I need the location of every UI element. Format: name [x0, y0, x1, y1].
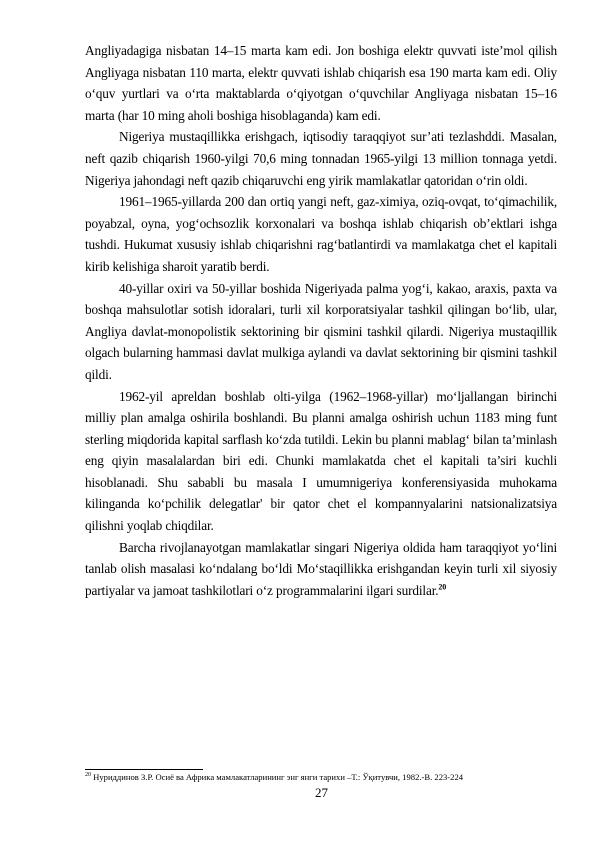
page-number: 27 [315, 785, 328, 800]
paragraph-4-text: 40-yillar oxiri va 50-yillar boshida Nigeriyada palma yog‘i, kakao, araxis, paxta va boshqa mahsulotlar sotish idoralari, turli xil korporatsiyalar tashkil qilingan bo‘lib, ular, Angliya davlat-monopolistik sektorining bir qismini tashkil qilardi. Nigeriya mustaqillik olgach bularning hammasi davlat mulkiga aylandi va davlat sektorining bir qismini tashkil qildi. [85, 280, 557, 382]
footnote-mark: 20 [85, 772, 91, 779]
paragraph-5-text: 1962-yil apreldan boshlab olti-yilga (1962–1968-yillar) mo‘ljallangan birinchi milliy plan amalga oshirila boshlandi. Bu planni amalga oshirish uchun 1183 ming funt sterling miqdorida kapital sarflash ko‘zda tutildi. Lekin bu planni mablag‘ bilan ta’minlash eng qiyin masalalardan biri edi. Chunki mamlakatda chet el kapitali ta’siri kuchli hisoblanadi. Shu sababli bu masala I umumnigeriya konferensiyasida muhokama kilinganda ko‘pchilik delegatlar' bir qator chet el kompannyalarini natsionalizatsiya qilishni yoqlab chiqdilar. [85, 388, 557, 534]
footnote-text: Нуриддинов З.Р. Осиё ва Африка мамлакатларининг энг янги тарихи –Т.: Ўқитувчи, 1982.-В. 223-224 [91, 772, 464, 782]
paragraph-2-text: Nigeriya mustaqillikka erishgach, iqtisodiy taraqqiyot sur’ati tezlashddi. Masalan, neft qazib chiqarish 1960-yilgi 70,6 ming tonnadan 1965-yilgi 13 million tonnaga yetdi. Nigeriya jahondagi neft qazib chiqaruvchi eng yirik mamlakatlar qatoridan o‘rin oldi. [85, 129, 557, 188]
paragraph-5 [85, 386, 557, 537]
paragraph-1-text: Angliyadagiga nisbatan 14–15 marta kam edi. Jon boshiga elektr quvvati iste’mol qilish Angliyaga nisbatan 110 marta, elektr quvvati ishlab chiqarish esa 190 marta kam edi. Oliy o‘quv yurtlari va o‘rta maktablarda o‘qiyotgan o‘quvchilar Angliyaga nisbatan 15–16 marta (har 10 ming aholi boshiga hisoblaganda) kam edi. [85, 43, 557, 123]
footnote-reference[interactable]: 20 [438, 582, 447, 592]
main-text [85, 40, 557, 601]
paragraph-6-text: Barcha rivojlanayotgan mamlakatlar singari Nigeriya oldida ham taraqqiyot yo‘lini tanlab olish masalasi ko‘ndalang bo‘ldi Mo‘staqillikka erishgandan keyin turli xil siyosiy partiyalar va jamoat tashkilotlari o‘z programmalarini ilgari surdilar. [85, 539, 557, 598]
footnote [85, 771, 557, 783]
paragraph-6 [85, 537, 557, 602]
footnote-divider [85, 769, 203, 770]
paragraph-4 [85, 278, 557, 386]
paragraph-1 [85, 40, 557, 126]
paragraph-3-text: 1961–1965-yillarda 200 dan ortiq yangi neft, gaz-ximiya, oziq-ovqat, to‘qimachilik, poyabzal, oyna, yog‘ochsozlik korxonalari va boshqa ishlab chiqarish ob’ektlari ishga tushdi. Hukumat xususiy ishlab chiqarishni rag‘batlantirdi va mamlakatga chet el kapitali kirib kelishiga sharoit yaratib berdi. [85, 194, 557, 274]
paragraph-2 [85, 126, 557, 191]
paragraph-3 [85, 191, 557, 277]
